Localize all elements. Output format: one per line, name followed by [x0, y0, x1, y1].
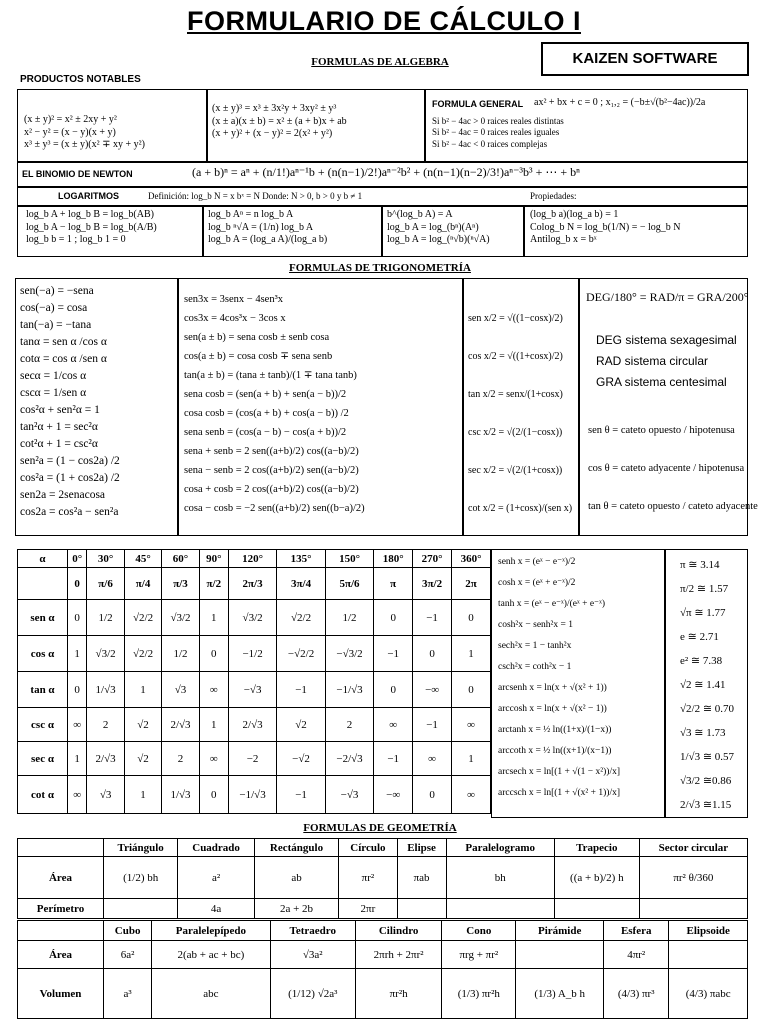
table-row: Volumen a³ abc (1/12) √2a³ πr²h (1/3) πr²h (1/3) A_b h (4/3) πr³ (4/3) πabc — [18, 969, 748, 1019]
geometry-table-2d — [17, 838, 748, 919]
angle-conversion: DEG/180° = RAD/π = GRA/200° — [586, 290, 749, 304]
brand-box: KAIZEN SOFTWARE — [541, 42, 749, 76]
trig-section-title: FORMULAS DE TRIGONOMETRÍA — [289, 262, 471, 274]
half-angle-col: sen x/2 = √((1−cosx)/2) cos x/2 = √((1+cosx)/2) tan x/2 = senx/(1+cosx) csc x/2 = √(2/(1−cosx)) sec x/2 = √(2/(1+cosx)) cot x/2 = (1+cosx)/(sen x) — [468, 313, 573, 514]
table-row: Área 6a² 2(ab + ac + bc) √3a² 2πrh + 2πr² πrg + πr² 4πr² — [18, 941, 748, 969]
table-header: Triángulo Cuadrado Rectángulo Círculo Elipse Paralelogramo Trapecio Sector circular — [18, 839, 748, 857]
discriminant-list: Si b² − 4ac > 0 raices reales distintas Si b² − 4ac = 0 raices reales iguales Si b² − 4ac < 0 raices complejas — [432, 116, 564, 149]
hyperbolic-formulas: senh x = (eˣ − e⁻ˣ)/2 cosh x = (eˣ + e⁻ˣ)/2 tanh x = (eˣ − e⁻ˣ)/(eˣ + e⁻ˣ) cosh²x − senh²x = 1 sech²x = 1 − tanh²x csch²x = coth²x − 1 arcsenh x = ln(x + √(x² + 1)) arccosh x = ln(x + √(x² − 1)) arctanh x = ½ ln((1+x)/(1−x)) arccoth x = ½ ln((x+1)/(x−1)) arcsech x = ln[(1 + √(1 − x²))/x] arccsch x = ln[(1 + √(x² + 1))/x] — [498, 557, 620, 798]
table-header: Cubo Paralelepípedo Tetraedro Cilindro Cono Pirámide Esfera Elipsoide — [18, 921, 748, 941]
angle-systems: DEG sistema sexagesimal RAD sistema circular GRA sistema centesimal — [596, 333, 737, 389]
trig-values-table — [17, 549, 491, 814]
log-col3: b^(log_b A) = A log_b A = log_(bⁿ)(Aⁿ) log_b A = log_(ⁿ√b)(ⁿ√A) — [387, 209, 490, 245]
table-row: cos α 1 √3/2 √2/2 1/2 0 −1/2 −√2/2 −√3/2 −1 0 1 — [18, 636, 491, 672]
newton-label: EL BINOMIO DE NEWTON — [22, 169, 133, 179]
formula-general-label: FORMULA GENERAL — [432, 99, 524, 109]
productos-col2: (x ± y)³ = x³ ± 3x²y + 3xy² ± y³ (x ± a)(x ± b) = x² ± (a + b)x + ab (x + y)² + (x − y)² = 2(x² + y²) — [212, 103, 347, 139]
table-header-rad: 0 π/6 π/4 π/3 π/2 2π/3 3π/4 5π/6 π 3π/2 2π — [18, 568, 491, 600]
table-row: cot α ∞ √3 1 1/√3 0 −1/√3 −1 −√3 −∞ 0 ∞ — [18, 776, 491, 814]
formula-general: ax² + bx + c = 0 ; x₁,₂ = (−b±√(b²−4ac))/2a — [534, 97, 706, 108]
geo-section-title: FORMULAS DE GEOMETRÍA — [303, 822, 457, 834]
log-definition: Definición: log_b N = x bˣ = N Donde: N > 0, b > 0 y b ≠ 1 — [148, 191, 363, 201]
productos-col1: (x ± y)² = x² ± 2xy + y² x² − y² = (x − y)(x + y) x³ ± y³ = (x ± y)(x² ∓ xy + y²) — [24, 114, 145, 150]
productos-label: PRODUCTOS NOTABLES — [20, 74, 141, 85]
log-col2: log_b Aⁿ = n log_b A log_b ⁿ√A = (1/n) log_b A log_b A = (log_a A)/(log_a b) — [208, 209, 328, 245]
page-title: FORMULARIO DE CÁLCULO I — [187, 6, 581, 36]
math-constants: π ≅ 3.14 π/2 ≅ 1.57 √π ≅ 1.77 e ≅ 2.71 e² ≅ 7.38 √2 ≅ 1.41 √2/2 ≅ 0.70 √3 ≅ 1.73 1/√3 ≅ 0.57 √3/2 ≅0.86 2/√3 ≅1.15 — [680, 559, 735, 811]
table-row: sen α 0 1/2 √2/2 √3/2 1 √3/2 √2/2 1/2 0 −1 0 — [18, 600, 491, 636]
log-properties-label: Propiedades: — [530, 191, 577, 201]
table-row: tan α 0 1/√3 1 √3 ∞ −√3 −1 −1/√3 0 −∞ 0 — [18, 672, 491, 708]
log-col4: (log_b a)(log_a b) = 1 Colog_b N = log_b(1/N) = − log_b N Antilog_b x = bˣ — [530, 209, 681, 245]
trig-identities-col2: sen3x = 3senx − 4sen³x cos3x = 4cos³x − 3cos x sen(a ± b) = sena cosb ± senb cosa cos(a ± b) = cosa cosb ∓ sena senb tan(a ± b) = (tana ± tanb)/(1 ∓ tana tanb) sena cosb = (sen(a + b) + sen(a − b))/2 cosa cosb = (cos(a + b) + cos(a − b)) /2 sena senb = (cos(a − b) − cos(a + b))/2 sena + senb = 2 sen((a+b)/2) cos((a−b)/2) sena − senb = 2 cos((a+b)/2) sen((a−b)/2) cosa + cosb = 2 cos((a+b)/2) cos((a−b)/2) cosa − cosb = −2 sen((a+b)/2) sen((b−a)/2) — [184, 294, 365, 514]
table-row: sec α 1 2/√3 √2 2 ∞ −2 −√2 −2/√3 −1 ∞ 1 — [18, 742, 491, 776]
table-row: Área (1/2) bh a² ab πr² πab bh ((a + b)/2) h πr² θ/360 — [18, 857, 748, 899]
trig-ratios: sen θ = cateto opuesto / hipotenusa cos θ = cateto adyacente / hipotenusa tan θ = cateto opuesto / cateto adyacente — [588, 425, 758, 512]
table-row: csc α ∞ 2 √2 2/√3 1 2/√3 √2 2 ∞ −1 ∞ — [18, 708, 491, 742]
log-col1: log_b A + log_b B = log_b(AB) log_b A − log_b B = log_b(A/B) log_b b = 1 ; log_b 1 = 0 — [26, 209, 157, 245]
table-row: Perímetro 4a 2a + 2b 2πr — [18, 899, 748, 919]
algebra-section-title: FORMULAS DE ALGEBRA — [311, 56, 449, 68]
geometry-table-3d — [17, 920, 748, 1019]
table-header-deg: α 0° 30° 45° 60° 90° 120° 135° 150° 180° 270° 360° — [18, 550, 491, 568]
newton-formula: (a + b)ⁿ = aⁿ + (n/1!)aⁿ⁻¹b + (n(n−1)/2!)aⁿ⁻²b² + (n(n−1)(n−2)/3!)aⁿ⁻³b³ + ⋯ + bⁿ — [192, 165, 580, 179]
logaritmos-label: LOGARITMOS — [58, 191, 119, 201]
trig-identities-col1: sen(−a) = −sena cos(−a) = cosa tan(−a) = −tana tanα = sen α /cos α cotα = cos α /sen α secα = 1/cos α cscα = 1/sen α cos²α + sen²α = 1 tan²α + 1 = sec²α cot²α + 1 = csc²α sen²a = (1 − cos2a) /2 cos²a = (1 + cos2a) /2 sen2a = 2senacosa cos2a = cos²a − sen²a — [20, 285, 120, 518]
